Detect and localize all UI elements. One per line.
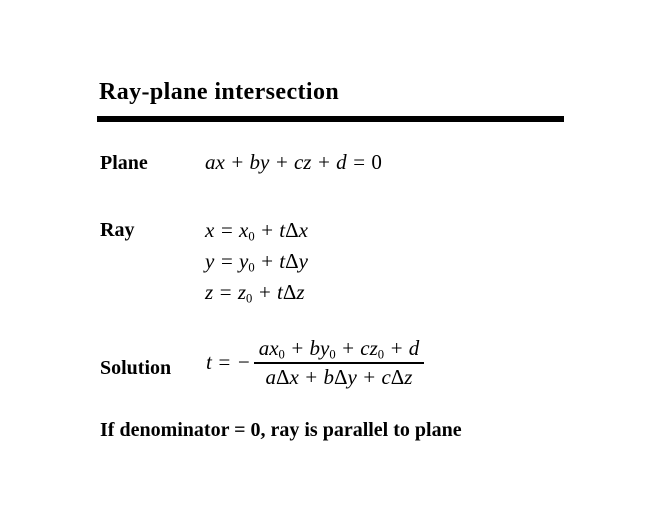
numerator-term-c: + cz: [335, 336, 378, 360]
numerator-term-b: + by: [284, 336, 330, 360]
ray-eq-x-var: x: [298, 218, 308, 242]
solution-equation: [206, 336, 424, 390]
solution-numerator: [254, 336, 425, 361]
ray-equation-z: [205, 280, 305, 305]
denominator-term-a: a: [265, 364, 276, 389]
ray-eq-x-pre: x = x: [205, 218, 249, 242]
plane-equation-expression: ax + by + cz + d =: [205, 150, 372, 174]
plane-equation-rhs: 0: [371, 150, 382, 174]
delta-symbol: Δ: [282, 280, 297, 304]
numerator-subscript: 0: [278, 347, 285, 362]
solution-section-label: Solution: [100, 357, 172, 379]
solution-lhs: t = −: [206, 350, 251, 375]
ray-eq-z-var: z: [296, 280, 305, 304]
ray-eq-y-subscript: 0: [248, 260, 255, 275]
delta-symbol: Δ: [285, 218, 299, 242]
plane-section-label: Plane: [100, 152, 148, 174]
delta-symbol: Δ: [390, 364, 405, 389]
delta-symbol: Δ: [285, 249, 299, 273]
solution-denominator: [260, 365, 417, 390]
ray-eq-x-mid: + t: [254, 218, 286, 242]
slide-title: Ray-plane intersection: [99, 79, 340, 105]
ray-eq-z-mid: + t: [252, 280, 283, 304]
ray-section-label: Ray: [100, 219, 135, 241]
ray-eq-y-pre: y = y: [205, 249, 249, 273]
ray-eq-z-pre: z = z: [205, 280, 247, 304]
ray-equation-y: [205, 249, 308, 274]
denominator-term-c: y + c: [347, 364, 391, 389]
ray-eq-x-subscript: 0: [248, 229, 255, 244]
delta-symbol: Δ: [275, 364, 290, 389]
ray-eq-y-var: y: [298, 249, 308, 273]
denominator-term-d: z: [404, 364, 413, 389]
footer-note: If denominator = 0, ray is parallel to plane: [100, 419, 462, 441]
numerator-subscript: 0: [329, 347, 336, 362]
numerator-term-d: + d: [384, 336, 420, 360]
numerator-subscript: 0: [377, 347, 385, 362]
fraction-bar: [254, 362, 425, 364]
title-underline-rule: [97, 116, 564, 122]
delta-symbol: Δ: [333, 364, 348, 389]
ray-equation-x: [205, 218, 308, 243]
ray-eq-z-subscript: 0: [246, 291, 253, 306]
ray-eq-y-mid: + t: [254, 249, 286, 273]
numerator-term-a: ax: [258, 336, 279, 360]
solution-fraction: [254, 336, 425, 390]
plane-equation: [205, 150, 382, 175]
denominator-term-b: x + b: [289, 364, 334, 389]
